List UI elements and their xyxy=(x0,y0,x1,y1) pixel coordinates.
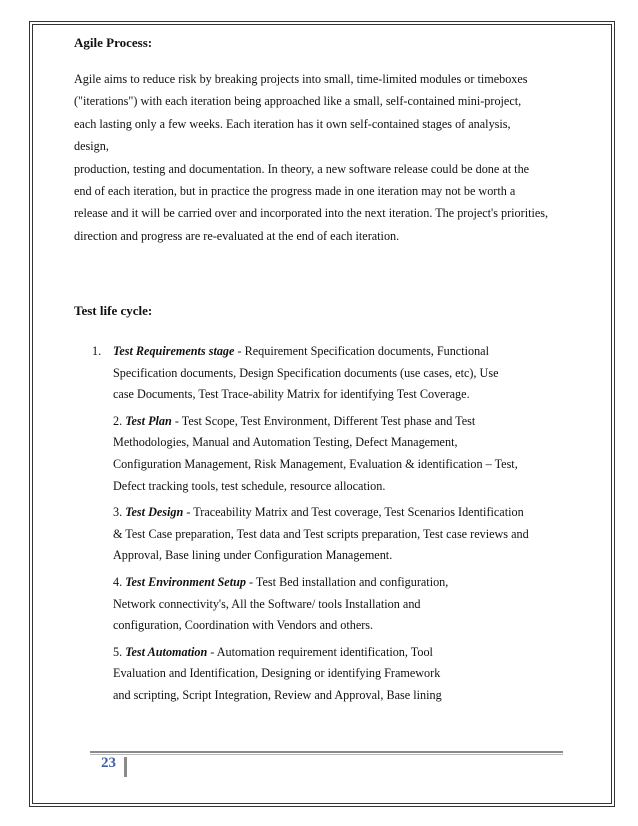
paragraph-line: design, xyxy=(74,139,109,154)
list-item-line: and scripting, Script Integration, Review and Approval, Base lining xyxy=(113,687,442,702)
list-item-line: Network connectivity's, All the Software/ tools Installation and xyxy=(113,596,421,611)
list-item-line: configuration, Coordination with Vendors and others. xyxy=(113,618,374,633)
list-item-line: Configuration Management, Risk Management, Evaluation & identification – Test, xyxy=(113,456,518,471)
agile-section xyxy=(74,32,574,247)
list-item-first-line xyxy=(92,642,572,664)
paragraph-line: Agile aims to reduce risk by breaking projects into small, time-limited modules or timeboxes xyxy=(74,72,528,86)
list-item-text: - Test Scope, Test Environment, Different Test phase and Test xyxy=(171,413,476,428)
test-life-cycle-list xyxy=(92,341,572,712)
agile-heading: Agile Process: xyxy=(74,35,153,50)
list-item-line: Defect tracking tools, test schedule, resource allocation. xyxy=(113,478,386,493)
footer-rule-thin xyxy=(90,754,563,755)
list-item xyxy=(92,502,572,567)
list-item-text: - Traceability Matrix and Test coverage, Test Scenarios Identification xyxy=(183,505,524,520)
list-item-line: Approval, Base lining under Configuration Management. xyxy=(113,548,393,563)
list-item-first-line xyxy=(92,411,572,433)
page-number-divider xyxy=(124,757,127,777)
list-item-title: Test Plan xyxy=(125,413,172,428)
agile-paragraph xyxy=(74,68,574,247)
list-item-first-line xyxy=(92,341,572,363)
list-item-text: - Requirement Specification documents, Functional xyxy=(234,344,489,358)
paragraph-line: release and it will be carried over and incorporated into the next iteration. The project's priorities, xyxy=(74,206,549,221)
test-life-cycle-heading: Test life cycle: xyxy=(74,303,153,318)
paragraph-line: each lasting only a few weeks. Each iteration has it own self-contained stages of analysis, xyxy=(74,116,511,131)
footer-rule xyxy=(90,751,563,753)
list-item-number: 5. xyxy=(113,644,123,659)
list-item-number: 2. xyxy=(113,413,123,428)
list-item-title: Test Environment Setup xyxy=(125,574,246,589)
list-item xyxy=(92,642,572,707)
paragraph-line: ("iterations") with each iteration being approached like a small, self-contained mini-project, xyxy=(74,94,522,109)
list-item-first-line xyxy=(92,502,572,524)
list-item-line: Methodologies, Manual and Automation Testing, Defect Management, xyxy=(113,435,458,450)
list-item-title: Test Requirements stage xyxy=(113,344,235,358)
paragraph-line: end of each iteration, but in practice the progress made in one iteration may not be worth a xyxy=(74,183,516,198)
list-item-line: case Documents, Test Trace-ability Matrix for identifying Test Coverage. xyxy=(113,387,470,402)
list-item-text: - Test Bed installation and configuration, xyxy=(245,574,449,589)
list-item-number: 3. xyxy=(113,505,123,520)
list-item-line: Evaluation and Identification, Designing or identifying Framework xyxy=(113,666,441,681)
paragraph-line: production, testing and documentation. In theory, a new software release could be done at the xyxy=(74,161,530,176)
list-item-line: Specification documents, Design Specification documents (use cases, etc), Use xyxy=(113,365,499,380)
list-item xyxy=(92,572,572,637)
list-item-line: & Test Case preparation, Test data and Test scripts preparation, Test case reviews and xyxy=(113,526,529,541)
list-item-text: - Automation requirement identification, Tool xyxy=(207,644,433,659)
list-item xyxy=(92,341,572,406)
list-item xyxy=(92,411,572,497)
list-item-number: 4. xyxy=(113,574,123,589)
paragraph-line: direction and progress are re-evaluated at the end of each iteration. xyxy=(74,228,400,243)
list-item-title: Test Design xyxy=(125,505,184,520)
page-number: 23 xyxy=(101,755,116,771)
list-item-first-line xyxy=(92,572,572,594)
list-item-number: 1. xyxy=(92,344,102,358)
list-item-title: Test Automation xyxy=(125,644,208,659)
